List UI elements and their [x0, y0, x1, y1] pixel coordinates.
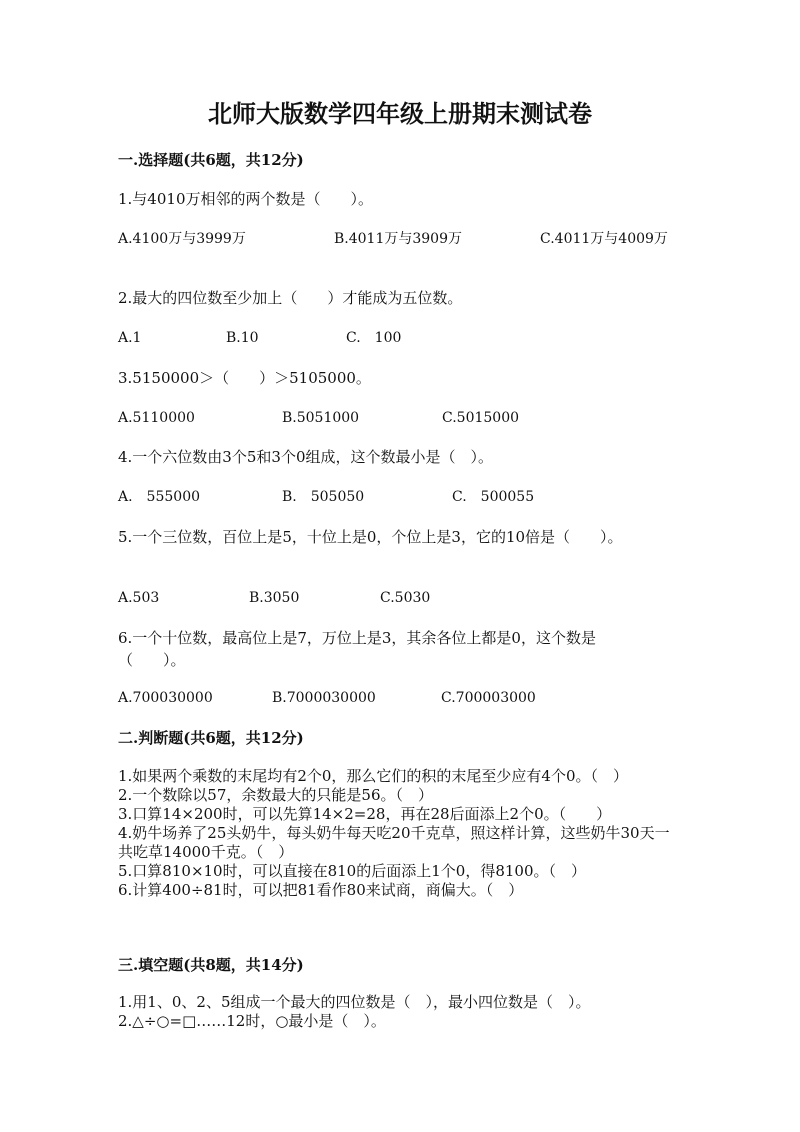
option-c: C.700003000 [441, 690, 536, 706]
option-b: B.3050 [249, 590, 300, 606]
fill-item: 1.用1、0、2、5组成一个最大的四位数是（ ），最小四位数是（ ）。 [118, 993, 591, 1011]
options-3 [0, 408, 800, 428]
judge-item: 4.奶牛场养了25头奶牛，每头奶牛每天吃20千克草，照这样计算，这些奶牛30天一共吃草14000千克。（ ） [118, 824, 670, 861]
options-5 [0, 588, 800, 608]
question-2: 2.最大的四位数至少加上（ ）才能成为五位数。 [118, 289, 463, 307]
options-6 [0, 688, 800, 708]
option-a: A.4100万与3999万 [118, 231, 246, 247]
question-6: 6.一个十位数，最高位上是7，万位上是3，其余各位上都是0，这个数是（ ）。 [118, 629, 596, 669]
option-a: A. 555000 [118, 489, 201, 505]
option-a: A.503 [118, 590, 160, 606]
section-heading-fill: 三.填空题(共8题，共14分) [118, 956, 304, 974]
option-c: C.5015000 [442, 410, 520, 426]
option-b: B. 505050 [282, 489, 365, 505]
judge-item: 3.口算14×200时，可以先算14×2=28，再在28后面添上2个0。（ ） [118, 805, 612, 823]
options-1 [0, 229, 800, 249]
question-3: 3.5150000＞（ ）＞5105000。 [118, 369, 371, 387]
option-b: B.7000030000 [272, 690, 376, 706]
judge-item: 6.计算400÷81时，可以把81看作80来试商，商偏大。（ ） [118, 881, 524, 899]
fill-item: 2.△÷○=□……12时，○最小是（ ）。 [118, 1012, 386, 1030]
option-c: C.4011万与4009万 [540, 231, 668, 247]
fill-list [118, 993, 718, 1031]
option-b: B.4011万与3909万 [334, 231, 462, 247]
page-title: 北师大版数学四年级上册期末测试卷 [208, 99, 592, 128]
option-a: A.5110000 [118, 410, 195, 426]
question-1: 1.与4010万相邻的两个数是（ ）。 [118, 190, 373, 208]
option-a: A.1 [118, 330, 142, 346]
question-5: 5.一个三位数，百位上是5，十位上是0，个位上是3，它的10倍是（ ）。 [118, 528, 623, 546]
judge-item: 1.如果两个乘数的末尾均有2个0，那么它们的积的末尾至少应有4个0。（ ） [118, 767, 628, 785]
section-heading-judge: 二.判断题(共6题，共12分) [118, 729, 304, 747]
judge-item: 2.一个数除以57，余数最大的只能是56。（ ） [118, 786, 433, 804]
question-4: 4.一个六位数由3个5和3个0组成，这个数最小是（ ）。 [118, 448, 493, 466]
option-c: C.5030 [380, 590, 431, 606]
option-a: A.700030000 [118, 690, 213, 706]
option-b: B.10 [226, 330, 259, 346]
option-c: C. 100 [346, 330, 402, 346]
judge-item: 5.口算810×10时，可以直接在810的后面添上1个0，得8100。（ ） [118, 862, 586, 880]
options-4 [0, 487, 800, 507]
section-heading-choice: 一.选择题(共6题，共12分) [118, 151, 304, 169]
options-2 [0, 328, 800, 348]
option-b: B.5051000 [282, 410, 360, 426]
option-c: C. 500055 [452, 489, 535, 505]
judge-list [118, 767, 678, 900]
